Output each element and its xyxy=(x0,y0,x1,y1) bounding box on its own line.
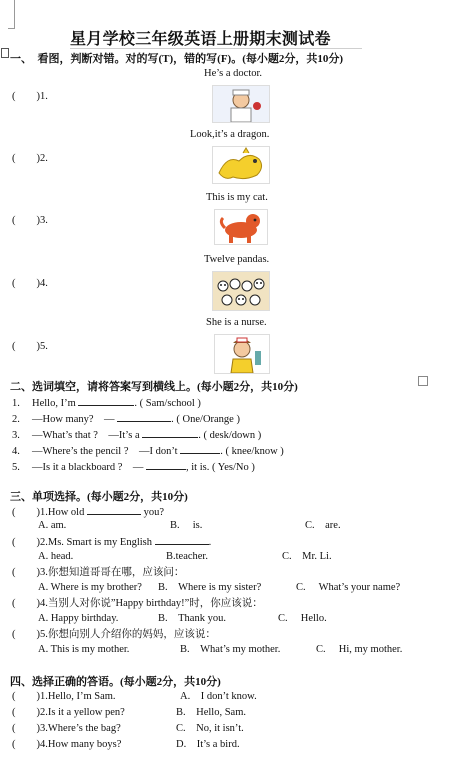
s3-q2-c: C. Mr. Li. xyxy=(282,551,332,562)
s4-a3: C. No, it isn’t. xyxy=(176,723,244,734)
s4-a4: D. It’s a bird. xyxy=(176,739,240,750)
answer-blank[interactable] xyxy=(142,427,198,438)
s2-pre: —What’s that ? —It’s a xyxy=(32,430,140,441)
answer-blank[interactable] xyxy=(78,395,134,406)
s4-q1: ( )1.Hello, I’m Sam. xyxy=(12,691,116,702)
section3-heading: 三、单项选择。(每小题2分，共10分) xyxy=(10,491,188,503)
s3-stem-post: . xyxy=(208,537,212,548)
nurse-picture xyxy=(214,334,270,374)
s2-post: . ( One/Orange ) xyxy=(171,414,240,425)
s3-q2-a: A. head. xyxy=(38,551,74,562)
s4-q3: ( )3.Where’s the bag? xyxy=(12,723,121,734)
answer-blank[interactable] xyxy=(146,459,186,470)
q3-num: ( )3. xyxy=(12,215,48,226)
q2-sentence: Look,it’s a dragon. xyxy=(190,129,270,140)
anchor-mark xyxy=(1,48,9,58)
s2-pre: —Is it a blackboard ? — xyxy=(32,462,144,473)
s3-q3-a: A. Where is my brother? xyxy=(38,582,142,593)
s3-q1-a: A. am. xyxy=(38,520,67,531)
s2-num: 3. xyxy=(12,430,20,441)
q1-sentence: He’s a doctor. xyxy=(204,68,263,79)
q4-num: ( )4. xyxy=(12,278,48,289)
s3-q2-b: B.teacher. xyxy=(166,551,208,562)
s3-q2-stem xyxy=(12,534,211,549)
s3-q1-stem xyxy=(12,504,164,519)
s2-item-3 xyxy=(12,427,261,442)
q5-sentence: She is a nurse. xyxy=(206,317,267,328)
s3-q3-b: B. Where is my sister? xyxy=(158,582,262,593)
s3-q4-a: A. Happy birthday. xyxy=(38,613,119,624)
s2-pre: —Where’s the pencil ? —I don’t xyxy=(32,446,178,457)
s2-pre: Hello, I’m xyxy=(32,398,76,409)
s2-num: 5. xyxy=(12,462,20,473)
q4-sentence: Twelve pandas. xyxy=(204,254,270,265)
answer-blank[interactable] xyxy=(117,411,171,422)
doctor-picture xyxy=(212,85,270,123)
s3-stem-text: ( )2.Ms. Smart is my English xyxy=(12,537,153,548)
s2-post: . ( desk/down ) xyxy=(198,430,262,441)
section2-box-mark xyxy=(418,376,428,386)
q5-num: ( )5. xyxy=(12,341,48,352)
s3-q4-b: B. Thank you. xyxy=(158,613,226,624)
q2-num: ( )2. xyxy=(12,153,48,164)
s2-pre: —How many? — xyxy=(32,414,115,425)
s3-q5-a: A. This is my mother. xyxy=(38,644,130,655)
s2-item-4 xyxy=(12,443,284,458)
title-underline xyxy=(70,48,362,49)
s3-q5-stem: ( )5.你想向别人介绍你的妈妈，应该说： xyxy=(12,629,216,640)
s4-a2: B. Hello, Sam. xyxy=(176,707,246,718)
section4-heading: 四、选择正确的答语。(每小题2分，共10分) xyxy=(10,676,221,688)
s2-item-2 xyxy=(12,411,240,426)
s2-post: . ( Sam/school ) xyxy=(134,398,201,409)
s4-q4: ( )4.How many boys? xyxy=(12,739,122,750)
s3-q4-c: C. Hello. xyxy=(278,613,327,624)
answer-blank[interactable] xyxy=(180,443,220,454)
dog-picture xyxy=(214,209,268,245)
dragon-picture xyxy=(212,146,270,184)
s2-post: , it is. ( Yes/No ) xyxy=(186,462,255,473)
page-title: 星月学校三年级英语上册期末测试卷 xyxy=(70,31,331,48)
q3-sentence: This is my cat. xyxy=(206,192,268,203)
answer-blank[interactable] xyxy=(87,504,141,515)
s2-num: 1. xyxy=(12,398,20,409)
s3-stem-post: you? xyxy=(143,507,164,518)
s3-q1-c: C. are. xyxy=(305,520,341,531)
q1-num: ( )1. xyxy=(12,91,48,102)
section2-heading: 二、选词填空，请将答案写到横线上。(每小题2分，共10分) xyxy=(10,381,298,393)
answer-blank[interactable] xyxy=(155,534,209,545)
s3-q3-stem: ( )3.你想知道哥哥在哪，应该问： xyxy=(12,567,185,578)
s2-num: 4. xyxy=(12,446,20,457)
corner-mark xyxy=(8,0,15,29)
s4-q2: ( )2.Is it a yellow pen? xyxy=(12,707,125,718)
s3-q5-c: C. Hi, my mother. xyxy=(316,644,403,655)
s3-q5-b: B. What’s my mother. xyxy=(180,644,281,655)
s3-q1-b: B. is. xyxy=(170,520,203,531)
s3-stem-text: ( )1.How old xyxy=(12,507,85,518)
s2-item-5 xyxy=(12,459,255,474)
s3-q4-stem: ( )4.当别人对你说”Happy birthday!”时，你应该说： xyxy=(12,598,263,609)
s3-q3-c: C. What’s your name? xyxy=(296,582,401,593)
section1-heading: 一、 看图，判断对错。对的写(T)，错的写(F)。(每小题2分，共10分) xyxy=(10,53,344,65)
pandas-picture xyxy=(212,271,270,311)
s4-a1: A. I don’t know. xyxy=(180,691,257,702)
s2-num: 2. xyxy=(12,414,20,425)
s2-post: . ( knee/know ) xyxy=(220,446,284,457)
s2-item-1 xyxy=(12,395,201,410)
